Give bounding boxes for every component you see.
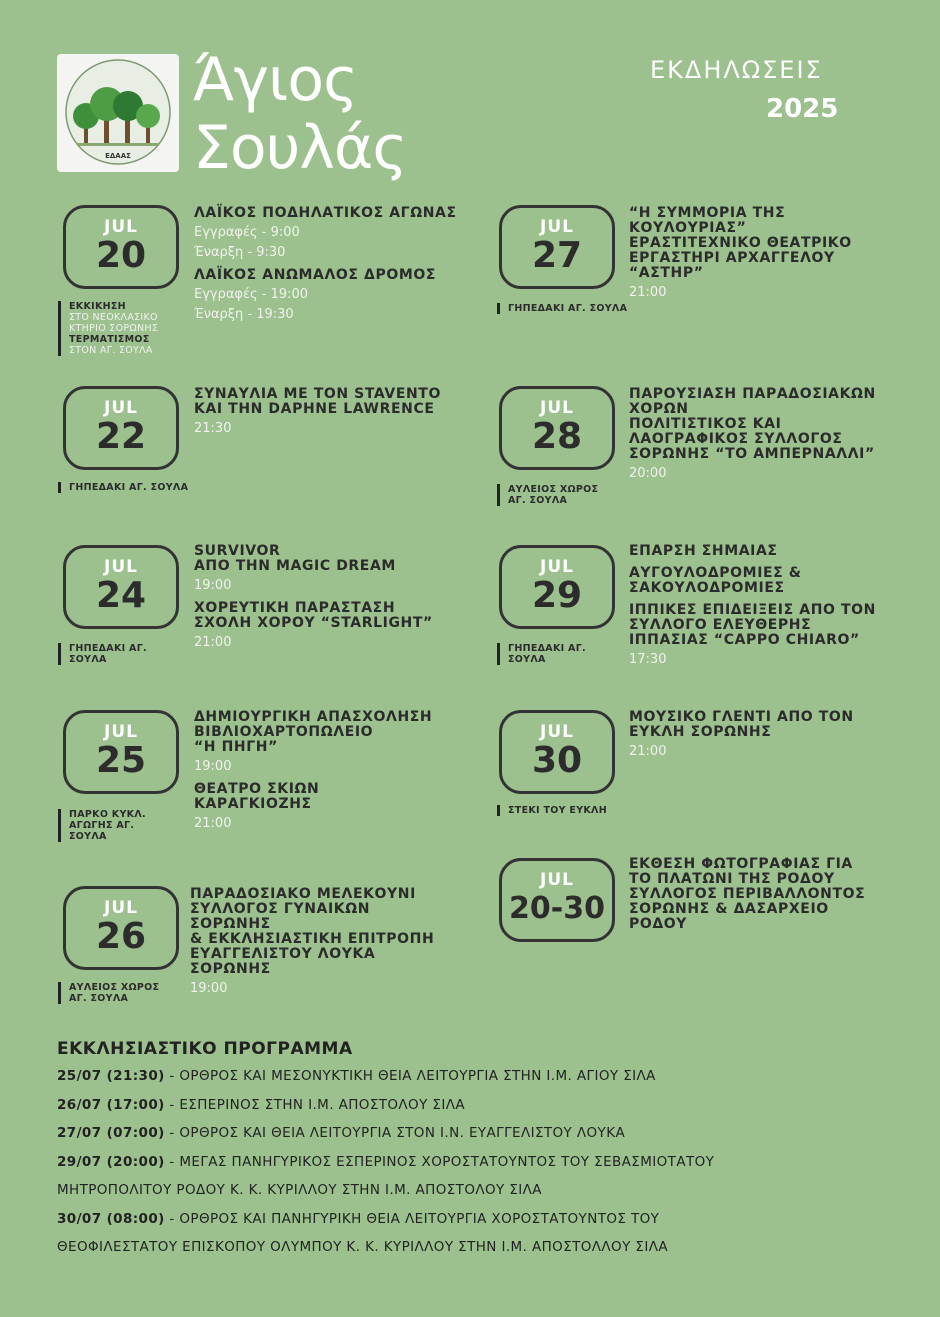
event-title-line: ΛΑΟΓΡΑΦΙΚΟΣ ΣΥΛΛΟΓΟΣ <box>629 431 843 447</box>
title-line-1: Άγιος <box>193 45 358 115</box>
date-day: 25 <box>95 740 147 781</box>
location-line: ΑΓ. ΣΟΥΛΑ <box>69 993 129 1004</box>
location-line: ΣΤΕΚΙ ΤΟΥ ΕΥΚΛΗ <box>508 805 607 816</box>
church-date: 27/07 (07:00) <box>57 1125 165 1141</box>
event-title-line: ΙΠΠΑΣΙΑΣ “CAPPO CHIARO” <box>629 632 860 648</box>
date-day: 20 <box>95 235 147 276</box>
church-date: 26/07 (17:00) <box>57 1096 165 1113</box>
event-detail: Εγγραφές - 9:00 <box>194 225 300 240</box>
year-label: 2025 <box>766 94 839 124</box>
event-details <box>190 887 434 997</box>
event-detail: 21:00 <box>629 744 667 759</box>
event-title-line: ΛΑΪΚΟΣ ΠΟΔΗΛΑΤΙΚΟΣ ΑΓΩΝΑΣ <box>194 205 457 221</box>
date-month: JUL <box>104 217 138 237</box>
event-title-line: ΠΑΡΑΔΟΣΙΑΚΟ ΜΕΛΕΚΟΥΝΙ <box>190 886 416 902</box>
date-month: JUL <box>540 398 574 418</box>
event-title-line: ΕΡΓΑΣΤΗΡΙ ΑΡΧΑΓΓΕΛΟΥ <box>629 250 835 266</box>
event-title-line: ΣΟΡΩΝΗΣ <box>190 916 271 932</box>
event-title-line: ΚΑΡΑΓΚΙΟΖΗΣ <box>194 796 312 812</box>
event-location <box>497 303 627 314</box>
church-program-line <box>57 1091 857 1120</box>
event-title-line: ΕΡΑΣΤΙΤΕΧΝΙΚΟ ΘΕΑΤΡΙΚΟ <box>629 235 852 251</box>
event-detail: 19:00 <box>190 981 228 996</box>
page-title <box>193 45 407 183</box>
event-details <box>194 710 432 832</box>
location-line: ΕΚΚΙΚΗΣΗ <box>69 301 126 312</box>
location-line: ΑΥΛΕΙΟΣ ΧΩΡΟΣ <box>508 484 599 495</box>
church-program-line <box>57 1233 857 1262</box>
event-title-line: ΘΕΑΤΡΟ ΣΚΙΩΝ <box>194 781 320 797</box>
event-detail: Έναρξη - 19:30 <box>194 307 294 322</box>
event-title-line: ΔΗΜΙΟΥΡΓΙΚΗ ΑΠΑΣΧΟΛΗΣΗ <box>194 709 433 725</box>
logo-abbrev: ΕΔΑΑΣ <box>105 152 131 160</box>
event-title-line: “ΑΣΤΗΡ” <box>629 265 704 281</box>
date-badge <box>63 386 179 470</box>
event-title-line: ΕΥΑΓΓΕΛΙΣΤΟΥ ΛΟΥΚΑ <box>190 946 376 962</box>
logo <box>57 54 179 172</box>
event-title-line: ΑΥΓΟΥΛΟΔΡΟΜΙΕΣ & <box>629 565 802 581</box>
church-service: - ΟΡΘΡΟΣ ΚΑΙ ΜΕΣΟΝΥΚΤΙΚΗ ΘΕΙΑ ΛΕΙΤΟΥΡΓΙΑ ΣΤΗΝ Ι.Μ. ΑΓΙΟΥ ΣΙΛΑ <box>164 1068 656 1084</box>
event-title-line: “Η ΣΥΜΜΟΡΙΑ ΤΗΣ <box>629 205 786 221</box>
date-day: 20-30 <box>509 891 605 926</box>
church-service: - ΜΕΓΑΣ ΠΑΝΗΓΥΡΙΚΟΣ ΕΣΠΕΡΙΝΟΣ ΧΟΡΟΣΤΑΤΟΥΝΤΟΣ ΤΟΥ ΣΕΒΑΣΜΙΟΤΑΤΟΥ <box>164 1153 715 1170</box>
event-title-line: ΧΟΡΩΝ <box>629 401 689 417</box>
event-details <box>194 206 457 323</box>
date-month: JUL <box>104 557 138 577</box>
location-line: ΓΗΠΕΔΑΚΙ ΑΓ. <box>508 643 586 654</box>
date-day: 22 <box>95 416 147 457</box>
church-date: 29/07 (20:00) <box>57 1153 165 1170</box>
church-date: 25/07 (21:30) <box>57 1068 165 1084</box>
date-badge <box>63 545 179 629</box>
event-details <box>194 544 433 651</box>
date-month: JUL <box>104 898 138 918</box>
church-date: 30/07 (08:00) <box>57 1210 165 1227</box>
location-line: ΑΓΩΓΗΣ ΑΓ. <box>69 820 135 831</box>
event-location <box>497 484 598 506</box>
event-detail: Εγγραφές - 19:00 <box>194 287 309 302</box>
date-badge <box>499 386 615 470</box>
church-program-list <box>57 1062 857 1262</box>
church-program-line <box>57 1176 857 1205</box>
event-title-line: ΒΙΒΛΙΟΧΑΡΤΟΠΩΛΕΙΟ <box>194 724 374 740</box>
event-details <box>629 544 876 668</box>
location-line: ΣΟΥΛΑ <box>69 654 107 665</box>
event-detail: 21:00 <box>194 635 232 650</box>
location-line: ΑΥΛΕΙΟΣ ΧΩΡΟΣ <box>69 982 160 993</box>
events-label: ΕΚΔΗΛΩΣΕΙΣ <box>650 56 823 84</box>
date-day: 26 <box>95 916 147 957</box>
location-line: ΑΓ. ΣΟΥΛΑ <box>508 495 568 506</box>
church-service: - ΕΣΠΕΡΙΝΟΣ ΣΤΗΝ Ι.Μ. ΑΠΟΣΤΟΛΟΥ ΣΙΛΑ <box>164 1096 465 1113</box>
event-title-line: SURVIVOR <box>194 543 281 559</box>
event-details <box>629 857 865 932</box>
event-location <box>58 982 159 1004</box>
event-title-line: ΛΑΪΚΟΣ ΑΝΩΜΑΛΟΣ ΔΡΟΜΟΣ <box>194 267 437 283</box>
event-detail: 17:30 <box>629 652 667 667</box>
date-badge <box>63 205 179 289</box>
church-program-title: ΕΚΚΛΗΣΙΑΣΤΙΚΟ ΠΡΟΓΡΑΜΜΑ <box>57 1039 353 1059</box>
date-month: JUL <box>104 722 138 742</box>
event-title-line: ΧΟΡΕΥΤΙΚΗ ΠΑΡΑΣΤΑΣΗ <box>194 600 396 616</box>
event-title-line: ΕΚΘΕΣΗ ΦΩΤΟΓΡΑΦΙΑΣ ΓΙΑ <box>629 856 853 872</box>
date-day: 29 <box>531 575 583 616</box>
location-line: ΓΗΠΕΔΑΚΙ ΑΓ. ΣΟΥΛΑ <box>69 482 189 493</box>
church-program-line <box>57 1062 857 1091</box>
event-title-line: ΙΠΠΙΚΕΣ ΕΠΙΔΕΙΞΕΙΣ ΑΠΟ ΤΟΝ <box>629 602 876 618</box>
event-location <box>58 482 188 493</box>
date-day: 30 <box>531 740 583 781</box>
date-badge <box>63 710 179 794</box>
event-details <box>194 387 441 437</box>
event-detail: 20:00 <box>629 466 667 481</box>
event-title-line: “Η ΠΗΓΗ” <box>194 739 278 755</box>
event-details <box>629 710 854 760</box>
event-title-line: ΣΑΚΟΥΛΟΔΡΟΜΙΕΣ <box>629 580 785 596</box>
event-detail: 21:00 <box>194 816 232 831</box>
event-title-line: ΣΥΛΛΟΓΟ ΕΛΕΥΘΕΡΗΣ <box>629 617 812 633</box>
event-title-line: ΤΟ ΠΛΑΤΩΝΙ ΤΗΣ ΡΟΔΟΥ <box>629 871 835 887</box>
date-badge <box>499 205 615 289</box>
event-details <box>629 206 852 301</box>
date-month: JUL <box>540 557 574 577</box>
event-title-line: ΕΠΑΡΣΗ ΣΗΜΑΙΑΣ <box>629 543 778 559</box>
event-detail: 21:00 <box>629 285 667 300</box>
event-title-line: ΣΥΝΑΥΛΙΑ ΜΕ ΤΟΝ STAVENTO <box>194 386 441 402</box>
date-day: 27 <box>531 235 583 276</box>
event-title-line: ΡΟΔΟΥ <box>629 916 688 932</box>
date-day: 28 <box>531 416 583 457</box>
date-badge <box>63 886 179 970</box>
location-line: ΣΟΥΛΑ <box>69 831 107 842</box>
church-service: - ΟΡΘΡΟΣ ΚΑΙ ΘΕΙΑ ΛΕΙΤΟΥΡΓΙΑ ΣΤΟΝ Ι.Ν. ΕΥΑΓΓΕΛΙΣΤΟΥ ΛΟΥΚΑ <box>164 1125 626 1141</box>
church-program-line <box>57 1119 857 1148</box>
event-title-line: ΕΥΚΛΗ ΣΟΡΩΝΗΣ <box>629 724 772 740</box>
title-line-2: Σουλάς <box>193 113 407 183</box>
date-month: JUL <box>540 870 574 890</box>
date-badge <box>499 710 615 794</box>
church-service: ΜΗΤΡΟΠΟΛΙΤΟΥ ΡΟΔΟΥ Κ. Κ. ΚΥΡΙΛΛΟΥ ΣΤΗΝ Ι.Μ. ΑΠΟΣΤΟΛΟΥ ΣΙΛΑ <box>57 1182 542 1198</box>
event-title-line: ΠΟΛΙΤΙΣΤΙΚΟΣ ΚΑΙ <box>629 416 782 432</box>
event-title-line: ΣΟΡΩΝΗΣ <box>190 961 271 977</box>
event-detail: 19:00 <box>194 578 232 593</box>
event-title-line: ΣΧΟΛΗ ΧΟΡΟΥ “STARLIGHT” <box>194 615 433 631</box>
event-location <box>58 809 146 842</box>
event-title-line: ΣΟΡΩΝΗΣ & ΔΑΣΑΡΧΕΙΟ <box>629 901 829 917</box>
date-badge <box>499 545 615 629</box>
church-service: - ΟΡΘΡΟΣ ΚΑΙ ΠΑΝΗΓΥΡΙΚΗ ΘΕΙΑ ΛΕΙΤΟΥΡΓΙΑ ΧΟΡΟΣΤΑΤΟΥΝΤΟΣ ΤΟΥ <box>164 1210 660 1227</box>
location-line: ΣΤΟ ΝΕΟΚΛΑΣΙΚΟ <box>69 312 158 323</box>
event-location <box>497 643 586 665</box>
event-title-line: ΚΑΙ ΤΗΝ DAPHNE LAWRENCE <box>194 401 435 417</box>
church-program-line <box>57 1148 857 1177</box>
date-badge <box>499 858 615 942</box>
church-service: ΘΕΟΦΙΛΕΣΤΑΤΟΥ ΕΠΙΣΚΟΠΟΥ ΟΛΥΜΠΟΥ Κ. Κ. ΚΥΡΙΛΛΟΥ ΣΤΗΝ Ι.Μ. ΑΠΟΣΤΟΛΛΟΥ ΣΙΛΑ <box>57 1239 669 1255</box>
event-location <box>58 301 158 356</box>
event-title-line: ΣΟΡΩΝΗΣ “ΤΟ ΑΜΠΕΡΝΑΛΛΙ” <box>629 446 875 462</box>
event-detail: 19:00 <box>194 759 232 774</box>
date-day: 24 <box>95 575 147 616</box>
location-line: ΠΑΡΚΟ ΚΥΚΛ. <box>69 809 146 820</box>
event-title-line: ΜΟΥΣΙΚΟ ΓΛΕΝΤΙ ΑΠΟ ΤΟΝ <box>629 709 854 725</box>
event-details <box>629 387 876 482</box>
event-title-line: ΠΑΡΟΥΣΙΑΣΗ ΠΑΡΑΔΟΣΙΑΚΩΝ <box>629 386 876 402</box>
date-month: JUL <box>540 722 574 742</box>
event-title-line: ΣΥΛΛΟΓΟΣ ΠΕΡΙΒΑΛΛΟΝΤΟΣ <box>629 886 866 902</box>
church-program-line <box>57 1205 857 1234</box>
event-detail: 21:30 <box>194 421 232 436</box>
location-line: ΣΟΥΛΑ <box>508 654 546 665</box>
location-line: ΓΗΠΕΔΑΚΙ ΑΓ. ΣΟΥΛΑ <box>508 303 628 314</box>
event-detail: Έναρξη - 9:30 <box>194 245 286 260</box>
event-location <box>497 805 607 816</box>
event-title-line: ΣΥΛΛΟΓΟΣ ΓΥΝΑΙΚΩΝ <box>190 901 371 917</box>
event-title-line: & ΕΚΚΛΗΣΙΑΣΤΙΚΗ ΕΠΙΤΡΟΠΗ <box>190 931 435 947</box>
date-month: JUL <box>104 398 138 418</box>
event-title-line: ΑΠΟ ΤΗΝ MAGIC DREAM <box>194 558 396 574</box>
date-month: JUL <box>540 217 574 237</box>
event-location <box>58 643 147 665</box>
location-line: ΤΕΡΜΑΤΙΣΜΟΣ <box>69 334 150 345</box>
event-title-line: ΚΟΥΛΟΥΡΙΑΣ” <box>629 220 747 236</box>
location-line: ΚΤΗΡΙΟ ΣΟΡΩΝΗΣ <box>69 323 159 334</box>
location-line: ΣΤΟΝ ΑΓ. ΣΟΥΛΑ <box>69 345 153 356</box>
location-line: ΓΗΠΕΔΑΚΙ ΑΓ. <box>69 643 147 654</box>
